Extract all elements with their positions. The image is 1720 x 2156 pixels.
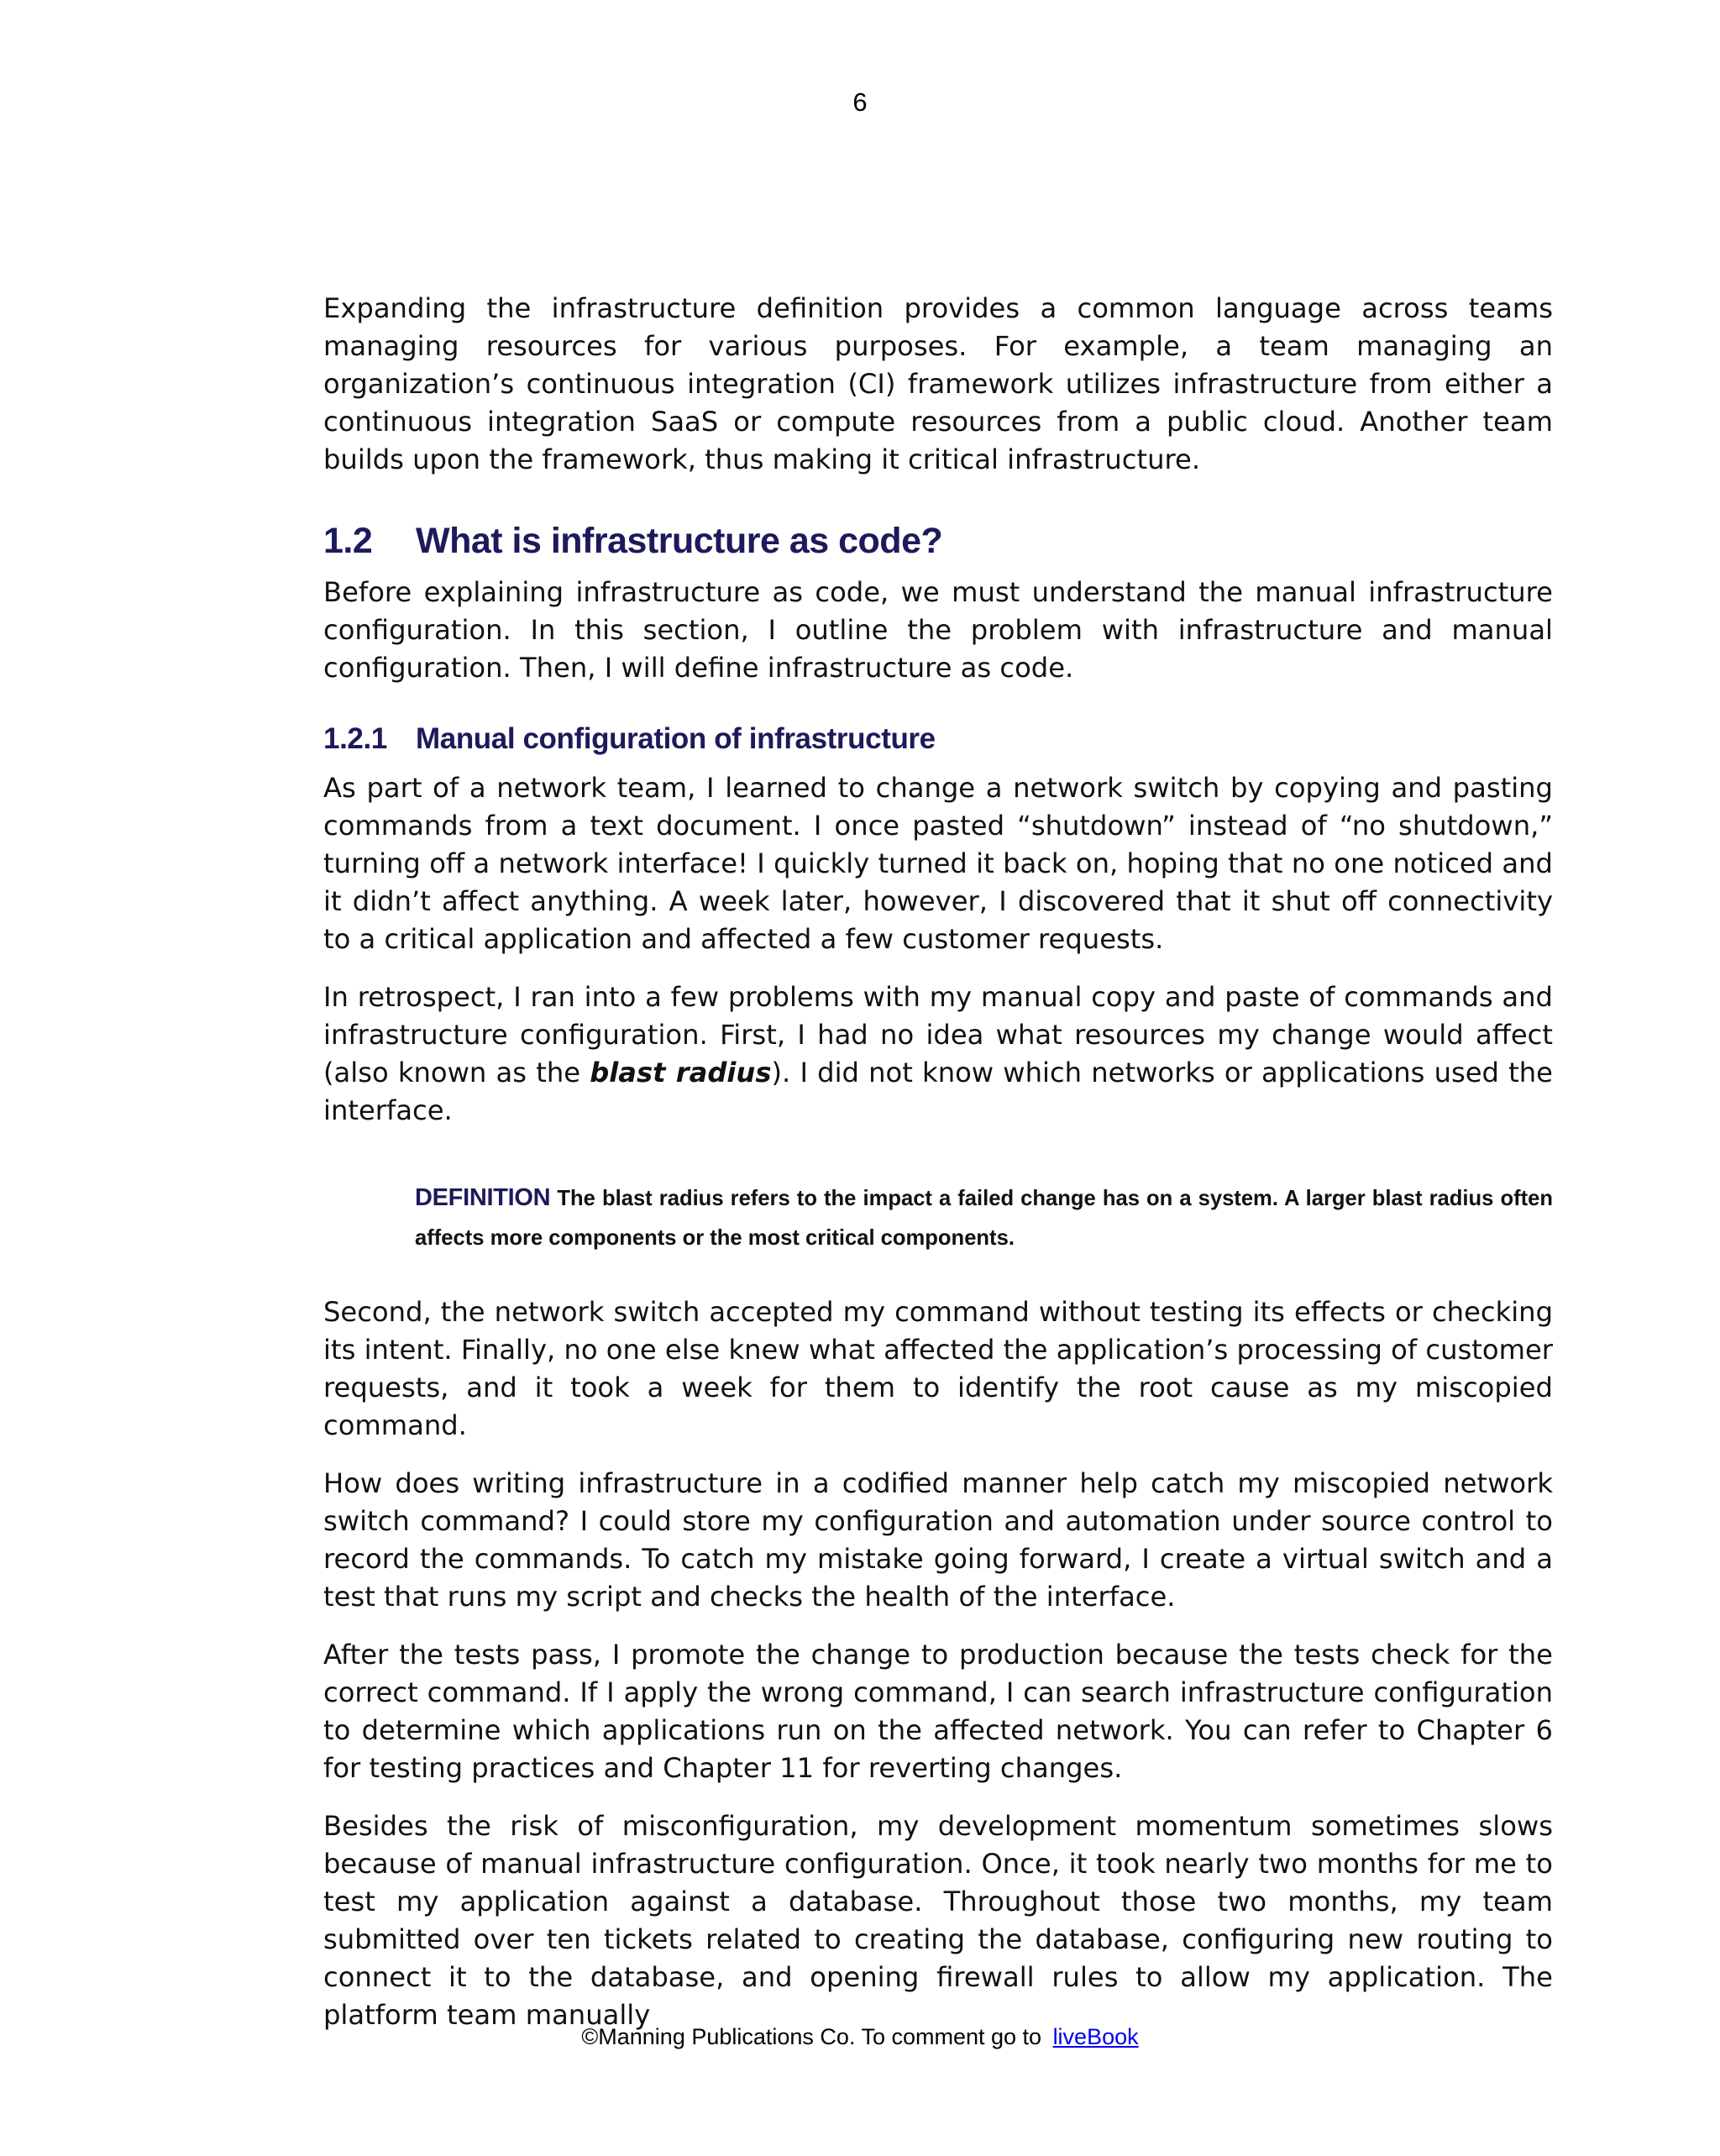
- page-content: [323, 290, 1553, 2054]
- paragraph-development-momentum: Besides the risk of misconfiguration, my development momentum sometimes slows because of manual infrastructure configuration. Once, it took nearly two months for me to test my application against a database. Throughout those two months, my team submitted over ten tickets related to creating the database, configuring new routing to connect it to the database, and opening firewall rules to allow my application. The platform team manually: [323, 1810, 1553, 2031]
- subsection-heading: [323, 721, 1553, 758]
- paragraph-network-team-story: As part of a network team, I learned to change a network switch by copying and pasting commands from a text document. I once pasted “shutdown” instead of “no shutdown,” turning off a network interface! I quickly turned it back on, hoping that no one noticed and it didn’t affect anything. A week later, however, I discovered that it shut off connectivity to a critical application and affected a few customer requests.: [323, 772, 1553, 955]
- subsection-title: Manual configuration of infrastructure: [416, 722, 936, 755]
- subsection-number: 1.2.1: [323, 722, 387, 755]
- paragraph-retrospect: [323, 978, 1553, 1130]
- retrospect-text-start: In retrospect, I ran into a few problems with my manual copy and paste of commands and infrastructure configuration. First, I had no idea what resources my change would affect (also known as the: [323, 981, 1553, 1088]
- section-number: 1.2: [323, 521, 373, 561]
- blast-radius-term: blast radius: [590, 1057, 772, 1088]
- page-number: 6: [852, 87, 868, 117]
- paragraph-codified-infrastructure: How does writing infrastructure in a codified manner help catch my miscopied network switch command? I could store my configuration and automation under source control to record the commands. To catch my mistake going forward, I create a virtual switch and a test that runs my script and checks the health of the interface.: [323, 1467, 1553, 1613]
- livebook-link[interactable]: liveBook: [1052, 2024, 1139, 2049]
- page-footer: [0, 2024, 1720, 2050]
- copyright-text: ©Manning Publications Co. To comment go to: [581, 2024, 1048, 2049]
- section-title: What is infrastructure as code?: [416, 521, 943, 561]
- paragraph-section-intro: Before explaining infrastructure as code, we must understand the manual infrastructure configuration. In this section, I outline the problem with infrastructure and manual configuration. Then, I will define infrastructure as code.: [323, 576, 1553, 684]
- definition-label: DEFINITION: [415, 1184, 551, 1211]
- retrospect-text-end: ). I did not know which networks or applications used the interface.: [323, 1057, 1553, 1126]
- paragraph-tests-pass: After the tests pass, I promote the change to production because the tests check for the correct command. If I apply the wrong command, I can search infrastructure configuration to determine which applications run on the affected network. You can refer to Chapter 6 for testing practices and Chapter 11 for reverting changes.: [323, 1639, 1553, 1784]
- section-heading: [323, 518, 1553, 564]
- definition-text: The blast radius refers to the impact a failed change has on a system. A larger blast radius often affects more components or the most critical components.: [415, 1187, 1553, 1250]
- paragraph-second-problem: Second, the network switch accepted my command without testing its effects or checking its intent. Finally, no one else knew what affected the application’s processing of customer requests, and it took a week for them to identify the root cause as my miscopied command.: [323, 1296, 1553, 1441]
- paragraph-infrastructure-definition: Expanding the infrastructure definition provides a common language across teams managing resources for various purposes. For example, a team managing an organization’s continuous integration (CI) framework utilizes infrastructure from either a continuous integration SaaS or compute resources from a public cloud. Another team builds upon the framework, thus making it critical infrastructure.: [323, 292, 1553, 475]
- definition-callout: [415, 1178, 1553, 1258]
